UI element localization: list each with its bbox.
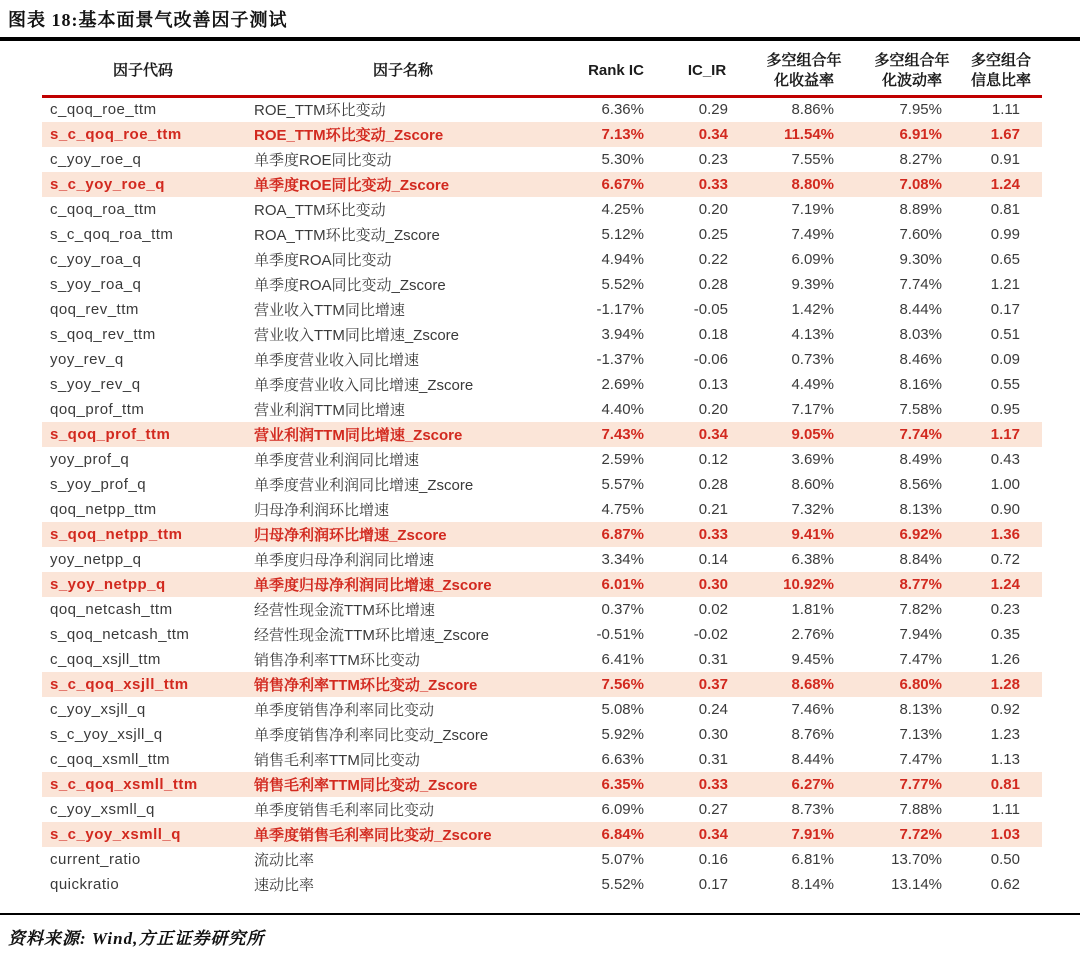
cell-ann_vol: 9.30% xyxy=(899,250,942,268)
cell-info_ratio: 1.23 xyxy=(990,725,1020,743)
cell-rank_ic: 0.37% xyxy=(601,600,644,618)
cell-ic_ir: -0.05 xyxy=(693,300,728,318)
cell-rank_ic: 6.35% xyxy=(601,775,644,793)
cell-name: 单季度销售净利率同比变动 xyxy=(254,701,435,719)
cell-ann_return: 8.86% xyxy=(791,101,834,119)
table-row xyxy=(42,747,1042,772)
cell-ic_ir: 0.33 xyxy=(698,775,728,793)
cell-info_ratio: 0.81 xyxy=(990,200,1020,218)
table-row xyxy=(42,672,1042,697)
cell-name: 单季度ROA同比变动_Zscore xyxy=(254,276,446,294)
cell-info_ratio: 0.95 xyxy=(990,400,1020,418)
cell-ann_vol: 8.13% xyxy=(899,500,942,518)
cell-rank_ic: -1.37% xyxy=(596,350,644,368)
cell-rank_ic: 4.94% xyxy=(601,250,644,268)
cell-code: s_qoq_rev_ttm xyxy=(50,325,156,343)
cell-ann_return: 9.41% xyxy=(791,525,834,543)
cell-code: s_yoy_netpp_q xyxy=(50,575,166,593)
cell-rank_ic: 7.13% xyxy=(601,125,644,143)
cell-ann_return: 2.76% xyxy=(791,625,834,643)
cell-ann_vol: 8.13% xyxy=(899,700,942,718)
cell-info_ratio: 1.26 xyxy=(990,650,1020,668)
cell-name: 流动比率 xyxy=(254,851,315,869)
table-row xyxy=(42,597,1042,622)
cell-rank_ic: 5.08% xyxy=(601,700,644,718)
cell-ann_return: 6.09% xyxy=(791,250,834,268)
cell-ann_vol: 7.58% xyxy=(899,400,942,418)
cell-code: current_ratio xyxy=(50,850,141,868)
cell-code: s_c_yoy_xsjll_q xyxy=(50,725,163,743)
cell-name: 营业利润TTM同比增速_Zscore xyxy=(254,426,463,444)
cell-ann_vol: 13.70% xyxy=(891,850,942,868)
cell-name: 单季度ROA同比变动 xyxy=(254,251,392,269)
col-header-factor-code: 因子代码 xyxy=(42,43,244,97)
col-header-ic-ir: IC_IR xyxy=(670,43,744,97)
cell-name: 单季度营业收入同比增速_Zscore xyxy=(254,376,474,394)
cell-name: 经营性现金流TTM环比增速 xyxy=(254,601,435,619)
table-row xyxy=(42,772,1042,797)
cell-ann_vol: 7.88% xyxy=(899,800,942,818)
cell-ic_ir: 0.02 xyxy=(698,600,728,618)
cell-rank_ic: 6.41% xyxy=(601,650,644,668)
cell-info_ratio: 1.24 xyxy=(990,575,1020,593)
cell-rank_ic: 6.87% xyxy=(601,525,644,543)
cell-ann_vol: 8.56% xyxy=(899,475,942,493)
cell-name: 单季度ROE同比变动_Zscore xyxy=(254,176,450,194)
cell-ic_ir: 0.31 xyxy=(698,650,728,668)
cell-code: s_qoq_netcash_ttm xyxy=(50,625,190,643)
cell-ic_ir: 0.14 xyxy=(698,550,728,568)
cell-ann_return: 8.60% xyxy=(791,475,834,493)
cell-code: c_qoq_xsmll_ttm xyxy=(50,750,171,768)
cell-ann_return: 4.49% xyxy=(791,375,834,393)
cell-rank_ic: 5.92% xyxy=(601,725,644,743)
cell-ic_ir: -0.02 xyxy=(693,625,728,643)
col-header-ann-return: 多空组合年化收益率 xyxy=(744,43,864,97)
cell-ann_vol: 7.08% xyxy=(899,175,942,193)
cell-ic_ir: 0.16 xyxy=(698,850,728,868)
cell-ic_ir: 0.17 xyxy=(698,875,728,893)
cell-rank_ic: 4.75% xyxy=(601,500,644,518)
cell-ic_ir: 0.27 xyxy=(698,800,728,818)
cell-name: 单季度归母净利润同比增速 xyxy=(254,551,435,569)
cell-ann_vol: 8.27% xyxy=(899,150,942,168)
cell-ann_return: 3.69% xyxy=(791,450,834,468)
cell-info_ratio: 1.67 xyxy=(990,125,1020,143)
cell-ic_ir: 0.22 xyxy=(698,250,728,268)
cell-ann_return: 0.73% xyxy=(791,350,834,368)
cell-rank_ic: 6.36% xyxy=(601,101,644,119)
cell-ann_return: 9.45% xyxy=(791,650,834,668)
table-row xyxy=(42,247,1042,272)
cell-info_ratio: 0.51 xyxy=(990,325,1020,343)
cell-ann_return: 7.32% xyxy=(791,500,834,518)
cell-ic_ir: 0.24 xyxy=(698,700,728,718)
cell-code: c_yoy_roe_q xyxy=(50,150,142,168)
cell-code: s_yoy_roa_q xyxy=(50,275,142,293)
col-header-factor-name: 因子名称 xyxy=(244,43,562,97)
cell-info_ratio: 1.21 xyxy=(990,275,1020,293)
cell-info_ratio: 0.99 xyxy=(990,225,1020,243)
cell-ann_vol: 7.74% xyxy=(899,275,942,293)
cell-code: yoy_rev_q xyxy=(50,350,124,368)
cell-code: s_c_qoq_roe_ttm xyxy=(50,125,182,143)
cell-info_ratio: 1.00 xyxy=(990,475,1020,493)
cell-code: s_c_qoq_xsmll_ttm xyxy=(50,775,198,793)
cell-ann_vol: 8.77% xyxy=(899,575,942,593)
cell-name: ROA_TTM环比变动_Zscore xyxy=(254,226,440,244)
cell-name: 销售净利率TTM环比变动 xyxy=(254,651,420,669)
cell-code: yoy_netpp_q xyxy=(50,550,142,568)
cell-name: ROA_TTM环比变动 xyxy=(254,201,386,219)
cell-info_ratio: 0.65 xyxy=(990,250,1020,268)
cell-info_ratio: 0.90 xyxy=(990,500,1020,518)
cell-name: 销售毛利率TTM同比变动_Zscore xyxy=(254,776,478,794)
cell-ann_return: 8.68% xyxy=(791,675,834,693)
cell-info_ratio: 0.92 xyxy=(990,700,1020,718)
table-row xyxy=(42,297,1042,322)
cell-ic_ir: 0.33 xyxy=(698,525,728,543)
table-row xyxy=(42,122,1042,147)
cell-name: 营业收入TTM同比增速_Zscore xyxy=(254,326,460,344)
cell-name: 归母净利润环比增速_Zscore xyxy=(254,526,447,544)
cell-code: qoq_netpp_ttm xyxy=(50,500,157,518)
source-text: Wind,方正证券研究所 xyxy=(91,928,265,948)
cell-ic_ir: 0.23 xyxy=(698,150,728,168)
cell-ic_ir: 0.20 xyxy=(698,200,728,218)
cell-ic_ir: 0.31 xyxy=(698,750,728,768)
cell-code: s_yoy_rev_q xyxy=(50,375,141,393)
cell-info_ratio: 0.50 xyxy=(990,850,1020,868)
cell-ic_ir: 0.25 xyxy=(698,225,728,243)
cell-code: c_yoy_roa_q xyxy=(50,250,142,268)
cell-code: s_c_yoy_xsmll_q xyxy=(50,825,181,843)
cell-code: c_qoq_roa_ttm xyxy=(50,200,157,218)
table-body xyxy=(42,97,1042,897)
cell-ann_return: 8.76% xyxy=(791,725,834,743)
cell-ann_vol: 8.89% xyxy=(899,200,942,218)
cell-ann_return: 1.42% xyxy=(791,300,834,318)
cell-code: yoy_prof_q xyxy=(50,450,130,468)
table-row xyxy=(42,797,1042,822)
cell-info_ratio: 0.23 xyxy=(990,600,1020,618)
cell-info_ratio: 1.24 xyxy=(990,175,1020,193)
cell-ic_ir: 0.34 xyxy=(698,825,728,843)
cell-ann_return: 8.73% xyxy=(791,800,834,818)
cell-ann_return: 7.46% xyxy=(791,700,834,718)
title-divider xyxy=(0,37,1080,41)
table-row xyxy=(42,422,1042,447)
table-row xyxy=(42,522,1042,547)
cell-ic_ir: -0.06 xyxy=(693,350,728,368)
source-note xyxy=(0,915,1080,949)
cell-ann_vol: 6.92% xyxy=(899,525,942,543)
cell-ann_return: 7.91% xyxy=(791,825,834,843)
cell-ic_ir: 0.20 xyxy=(698,400,728,418)
table-row xyxy=(42,847,1042,872)
table-row xyxy=(42,97,1042,122)
cell-ic_ir: 0.18 xyxy=(698,325,728,343)
cell-code: s_yoy_prof_q xyxy=(50,475,147,493)
cell-ann_vol: 8.46% xyxy=(899,350,942,368)
cell-ann_return: 11.54% xyxy=(783,125,834,143)
table-row xyxy=(42,222,1042,247)
cell-ic_ir: 0.21 xyxy=(698,500,728,518)
cell-info_ratio: 0.81 xyxy=(990,775,1020,793)
cell-rank_ic: 2.59% xyxy=(601,450,644,468)
table-row xyxy=(42,497,1042,522)
cell-rank_ic: 6.84% xyxy=(601,825,644,843)
cell-ann_return: 6.27% xyxy=(791,775,834,793)
cell-info_ratio: 1.11 xyxy=(991,101,1020,119)
cell-rank_ic: 3.94% xyxy=(601,325,644,343)
cell-rank_ic: 2.69% xyxy=(601,375,644,393)
cell-ic_ir: 0.34 xyxy=(698,125,728,143)
cell-info_ratio: 0.17 xyxy=(990,300,1020,318)
cell-ic_ir: 0.28 xyxy=(698,475,728,493)
cell-ic_ir: 0.13 xyxy=(698,375,728,393)
cell-ann_return: 1.81% xyxy=(791,600,834,618)
cell-code: s_qoq_netpp_ttm xyxy=(50,525,183,543)
table-row xyxy=(42,347,1042,372)
cell-ic_ir: 0.37 xyxy=(698,675,728,693)
cell-info_ratio: 0.43 xyxy=(990,450,1020,468)
cell-code: s_c_yoy_roe_q xyxy=(50,175,165,193)
cell-code: qoq_netcash_ttm xyxy=(50,600,173,618)
table-header xyxy=(42,43,1042,97)
col-header-ann-vol: 多空组合年化波动率 xyxy=(864,43,960,97)
cell-rank_ic: 6.01% xyxy=(601,575,644,593)
cell-info_ratio: 0.09 xyxy=(990,350,1020,368)
cell-info_ratio: 0.72 xyxy=(990,550,1020,568)
cell-name: 单季度销售毛利率同比变动_Zscore xyxy=(254,826,492,844)
cell-name: 单季度营业利润同比增速 xyxy=(254,451,420,469)
cell-info_ratio: 0.55 xyxy=(990,375,1020,393)
cell-info_ratio: 1.17 xyxy=(990,425,1020,443)
cell-ann_return: 4.13% xyxy=(791,325,834,343)
cell-info_ratio: 0.91 xyxy=(990,150,1020,168)
cell-ann_vol: 7.74% xyxy=(899,425,942,443)
cell-info_ratio: 0.35 xyxy=(990,625,1020,643)
cell-ann_vol: 7.82% xyxy=(899,600,942,618)
cell-ann_vol: 7.47% xyxy=(899,750,942,768)
cell-ann_return: 7.17% xyxy=(791,400,834,418)
cell-name: 速动比率 xyxy=(254,876,315,894)
table-row xyxy=(42,172,1042,197)
cell-rank_ic: 6.67% xyxy=(601,175,644,193)
cell-name: ROE_TTM环比变动_Zscore xyxy=(254,126,444,144)
cell-name: 销售净利率TTM环比变动_Zscore xyxy=(254,676,478,694)
cell-name: 单季度归母净利润同比增速_Zscore xyxy=(254,576,492,594)
cell-ann_vol: 6.91% xyxy=(899,125,942,143)
table-row xyxy=(42,572,1042,597)
cell-code: c_qoq_roe_ttm xyxy=(50,101,157,119)
cell-rank_ic: 5.12% xyxy=(601,225,644,243)
cell-ann_return: 7.49% xyxy=(791,225,834,243)
cell-rank_ic: 7.56% xyxy=(601,675,644,693)
cell-name: 单季度营业利润同比增速_Zscore xyxy=(254,476,474,494)
cell-name: 归母净利润环比增速 xyxy=(254,501,390,519)
cell-ic_ir: 0.28 xyxy=(698,275,728,293)
cell-ann_vol: 8.44% xyxy=(899,300,942,318)
cell-ic_ir: 0.30 xyxy=(698,575,728,593)
cell-ann_vol: 7.13% xyxy=(899,725,942,743)
cell-ann_return: 9.05% xyxy=(791,425,834,443)
cell-name: 销售毛利率TTM同比变动 xyxy=(254,751,420,769)
cell-rank_ic: 3.34% xyxy=(601,550,644,568)
figure-title: 图表 18:基本面景气改善因子测试 xyxy=(8,10,288,30)
col-header-info-ratio: 多空组合信息比率 xyxy=(960,43,1042,97)
cell-ann_return: 8.14% xyxy=(791,875,834,893)
cell-name: 营业收入TTM同比增速 xyxy=(254,301,405,319)
cell-ann_vol: 7.95% xyxy=(899,101,942,119)
cell-ann_return: 6.38% xyxy=(791,550,834,568)
cell-rank_ic: 5.57% xyxy=(601,475,644,493)
cell-rank_ic: 6.63% xyxy=(601,750,644,768)
cell-ann_vol: 7.77% xyxy=(899,775,942,793)
cell-name: ROE_TTM环比变动 xyxy=(254,102,386,120)
cell-rank_ic: 4.25% xyxy=(601,200,644,218)
cell-code: qoq_rev_ttm xyxy=(50,300,139,318)
cell-info_ratio: 1.03 xyxy=(990,825,1020,843)
cell-rank_ic: 5.30% xyxy=(601,150,644,168)
cell-code: c_yoy_xsmll_q xyxy=(50,800,155,818)
table-row xyxy=(42,872,1042,897)
cell-name: 单季度ROE同比变动 xyxy=(254,151,392,169)
cell-ann_return: 6.81% xyxy=(791,850,834,868)
cell-ann_vol: 8.84% xyxy=(899,550,942,568)
cell-rank_ic: 6.09% xyxy=(601,800,644,818)
cell-rank_ic: 4.40% xyxy=(601,400,644,418)
cell-ann_vol: 8.03% xyxy=(899,325,942,343)
cell-name: 营业利润TTM同比增速 xyxy=(254,401,405,419)
cell-ann_return: 10.92% xyxy=(783,575,834,593)
cell-name: 经营性现金流TTM环比增速_Zscore xyxy=(254,626,490,644)
cell-code: c_yoy_xsjll_q xyxy=(50,700,146,718)
cell-ic_ir: 0.12 xyxy=(698,450,728,468)
table-row xyxy=(42,397,1042,422)
cell-rank_ic: 5.52% xyxy=(601,875,644,893)
cell-rank_ic: 7.43% xyxy=(601,425,644,443)
col-header-rank-ic: Rank IC xyxy=(562,43,670,97)
cell-ann_return: 7.19% xyxy=(791,200,834,218)
cell-code: s_c_qoq_xsjll_ttm xyxy=(50,675,189,693)
cell-name: 单季度销售毛利率同比变动 xyxy=(254,801,435,819)
cell-rank_ic: -0.51% xyxy=(596,625,644,643)
cell-ic_ir: 0.33 xyxy=(698,175,728,193)
table-row xyxy=(42,697,1042,722)
cell-info_ratio: 1.28 xyxy=(990,675,1020,693)
cell-info_ratio: 1.11 xyxy=(991,800,1020,818)
table-row xyxy=(42,647,1042,672)
cell-code: c_qoq_xsjll_ttm xyxy=(50,650,161,668)
cell-ic_ir: 0.30 xyxy=(698,725,728,743)
cell-ann_vol: 6.80% xyxy=(899,675,942,693)
cell-code: qoq_prof_ttm xyxy=(50,400,145,418)
table-row xyxy=(42,372,1042,397)
table-row xyxy=(42,472,1042,497)
table-row xyxy=(42,722,1042,747)
table-row xyxy=(42,822,1042,847)
cell-name: 单季度营业收入同比增速 xyxy=(254,351,420,369)
cell-ann_return: 8.44% xyxy=(791,750,834,768)
table-row xyxy=(42,272,1042,297)
cell-ic_ir: 0.34 xyxy=(698,425,728,443)
cell-ic_ir: 0.29 xyxy=(698,101,728,119)
cell-ann_return: 7.55% xyxy=(791,150,834,168)
cell-rank_ic: 5.07% xyxy=(601,850,644,868)
table-row xyxy=(42,322,1042,347)
cell-ann_vol: 7.60% xyxy=(899,225,942,243)
source-label: 资料来源: xyxy=(8,928,87,948)
table-row xyxy=(42,622,1042,647)
cell-ann_vol: 7.47% xyxy=(899,650,942,668)
cell-ann_vol: 7.94% xyxy=(899,625,942,643)
table-row xyxy=(42,197,1042,222)
cell-ann_vol: 8.49% xyxy=(899,450,942,468)
cell-code: quickratio xyxy=(50,875,120,893)
cell-info_ratio: 0.62 xyxy=(990,875,1020,893)
table-row xyxy=(42,447,1042,472)
cell-info_ratio: 1.13 xyxy=(990,750,1020,768)
cell-rank_ic: -1.17% xyxy=(596,300,644,318)
table-row xyxy=(42,147,1042,172)
cell-rank_ic: 5.52% xyxy=(601,275,644,293)
cell-code: s_qoq_prof_ttm xyxy=(50,425,171,443)
cell-ann_vol: 7.72% xyxy=(899,825,942,843)
cell-ann_vol: 13.14% xyxy=(891,875,942,893)
cell-info_ratio: 1.36 xyxy=(990,525,1020,543)
cell-ann_return: 8.80% xyxy=(791,175,834,193)
cell-ann_return: 9.39% xyxy=(791,275,834,293)
cell-code: s_c_qoq_roa_ttm xyxy=(50,225,174,243)
cell-ann_vol: 8.16% xyxy=(899,375,942,393)
cell-name: 单季度销售净利率同比变动_Zscore xyxy=(254,726,489,744)
factor-test-table xyxy=(42,43,1042,897)
table-row xyxy=(42,547,1042,572)
